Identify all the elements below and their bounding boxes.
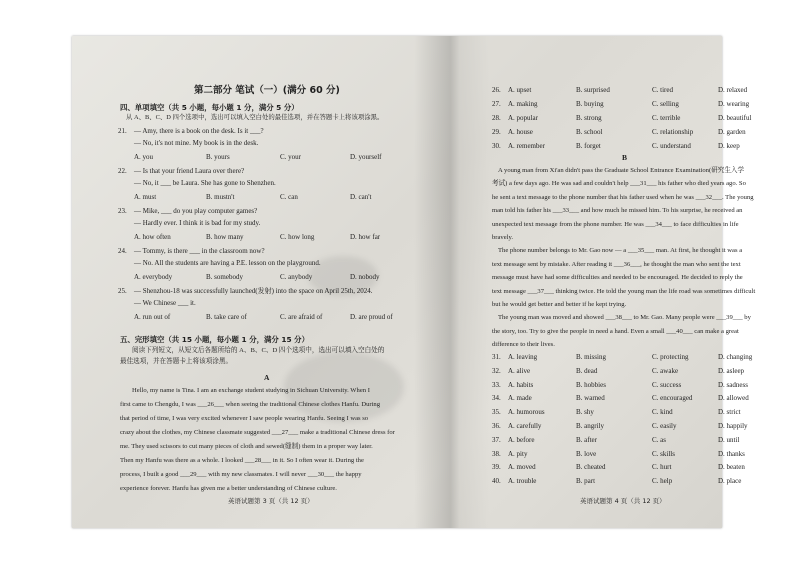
passage-line: The phone number belongs to Mr. Gao now — a ___35___ man. At first, he thought it was a xyxy=(498,247,743,255)
answer-option: D. how far xyxy=(350,233,381,241)
answer-option: A. how often xyxy=(134,233,171,241)
answer-option: D. thanks xyxy=(718,449,745,458)
question-number: 40. xyxy=(492,477,501,486)
answer-option: D. garden xyxy=(718,128,746,136)
passage-line: difference to their lives. xyxy=(492,341,555,349)
answer-option: C. tired xyxy=(652,86,673,94)
answer-option: B. part xyxy=(576,477,596,486)
question-number: 38. xyxy=(492,449,501,458)
answer-option: B. love xyxy=(576,449,597,458)
section-title: 第二部分 笔试（一）(满分 60 分) xyxy=(194,85,340,96)
passage-line: unexpected text message from the phone number. He was ___34___ to face difficulties in life xyxy=(492,220,739,228)
answer-option: D. asleep xyxy=(718,366,745,375)
answer-option: A. must xyxy=(134,193,157,201)
passage-line: man told his father his ___33___ and how much he missed him. To his surprise, he received an xyxy=(492,207,743,215)
answer-option: B. surprised xyxy=(576,86,610,94)
answer-option: D. yourself xyxy=(350,153,382,161)
answer-option: B. yours xyxy=(206,153,230,161)
answer-option: C. encouraged xyxy=(652,394,693,403)
question-number: 32. xyxy=(492,366,501,375)
passage-label: A xyxy=(264,373,270,382)
question-number: 25. xyxy=(118,287,127,295)
passage-line: Hello, my name is Tina. I am an exchange student studying in Sichuan University. When I xyxy=(132,387,370,394)
answer-option: B. buying xyxy=(576,100,604,108)
question-number: 30. xyxy=(492,142,501,150)
answer-option: C. protecting xyxy=(652,353,689,361)
question-number: 27. xyxy=(492,100,501,108)
answer-option: C. understand xyxy=(652,142,691,150)
answer-option: B. hobbies xyxy=(576,380,606,389)
answer-option: B. somebody xyxy=(206,273,243,281)
passage-line: experience forever. Hanfu has given me a better understanding of Chinese culture. xyxy=(120,485,337,492)
question-line: — Hardly ever. I think it is bad for my study. xyxy=(134,219,261,227)
passage-line: the story, too. Try to give the people in need a hand. Even a small ___40___ can make a great xyxy=(492,327,739,335)
answer-option: C. relationship xyxy=(652,128,694,136)
answer-option: C. as xyxy=(652,435,666,444)
passage-line: but he would get better and better if he kept trying. xyxy=(492,301,627,308)
passage-label: B xyxy=(622,153,628,162)
passage-line: 考试) a few days ago. He was sad and couldn't help ___31___ his father who died years ago. So xyxy=(492,180,746,188)
question-number: 21. xyxy=(118,127,127,135)
section-heading: 五、完形填空（共 15 小题，每小题 1 分，满分 15 分） xyxy=(120,335,309,344)
passage-line: crazy about the clothes, my Chinese classmate suggested ___27___ make a traditional Chinese dress for xyxy=(120,429,395,436)
answer-option: A. before xyxy=(508,435,535,444)
answer-option: B. dead xyxy=(576,366,598,375)
answer-option: A. upset xyxy=(508,86,532,94)
exam-paper-photo xyxy=(72,36,756,528)
answer-option: B. angrily xyxy=(576,422,604,430)
section-heading: 四、单项填空（共 5 小题，每小题 1 分，满分 5 分） xyxy=(120,103,299,112)
answer-option: D. relaxed xyxy=(718,86,748,94)
answer-option: B. after xyxy=(576,435,597,444)
answer-option: D. beautiful xyxy=(718,114,752,122)
question-number: 28. xyxy=(492,114,501,122)
question-number: 37. xyxy=(492,435,501,444)
answer-option: B. how many xyxy=(206,233,244,241)
answer-option: B. missing xyxy=(576,353,606,361)
question-line: — No, it's not mine. My book is in the desk. xyxy=(134,139,259,147)
passage-line: process, I built a good ___29___ with my new classmates. I will never ___30___ the happy xyxy=(120,471,362,478)
answer-option: D. place xyxy=(718,477,742,486)
paper-fold xyxy=(414,36,490,528)
question-number: 26. xyxy=(492,86,501,94)
answer-option: B. strong xyxy=(576,114,602,122)
question-line: — Shenzhou-18 was successfully launched(发射) into the space on April 25th, 2024. xyxy=(134,287,373,295)
answer-option: A. popular xyxy=(508,114,538,122)
answer-option: D. allowed xyxy=(718,394,749,403)
passage-line: me. They used scissors to cut many pieces of cloth and sewed(缝制) them in a proper way later. xyxy=(120,443,373,450)
section-instruction: 阅读下列短文，从短文后各题所给的 A、B、C、D 四个选项中，选出可以填入空白处的 xyxy=(132,347,385,354)
answer-option: B. cheated xyxy=(576,463,606,472)
answer-option: A. alive xyxy=(508,366,531,375)
answer-option: C. are afraid of xyxy=(280,313,323,321)
answer-option: C. anybody xyxy=(280,273,313,281)
question-number: 22. xyxy=(118,167,127,175)
passage-line: message must have had some difficulties and needed to be encouraged. He decided to reply the xyxy=(492,274,743,282)
answer-option: A. moved xyxy=(508,463,536,472)
section-instruction: 最佳选项，并在答题卡上将该项涂黑。 xyxy=(120,358,233,365)
answer-option: C. success xyxy=(652,380,682,389)
passage-line: that period of time, I was very excited whenever I saw people wearing Hanfu. Seeing I was so xyxy=(120,415,369,422)
answer-option: B. shy xyxy=(576,408,594,417)
answer-option: C. easily xyxy=(652,422,677,430)
passage-line: Then my Hanfu was there as a whole. I looked ___28___ in it. So I often wear it. During the xyxy=(120,457,364,464)
answer-option: C. your xyxy=(280,153,301,161)
question-line: — No, it ___ be Laura. She has gone to Shenzhen. xyxy=(134,179,276,187)
answer-option: C. help xyxy=(652,477,673,486)
answer-option: D. keep xyxy=(718,142,740,150)
passage-line: first came to Chengdu, I was ___26___ when seeing the traditional Chinese clothes Hanfu. During xyxy=(120,401,381,408)
answer-option: C. skills xyxy=(652,449,675,458)
answer-option: A. everybody xyxy=(134,273,173,281)
passage-line: text message sent by mistake. After reading it ___36___, he thought the man who sent the text xyxy=(492,260,741,268)
answer-option: A. making xyxy=(508,100,538,108)
question-number: 36. xyxy=(492,422,501,430)
passage-line: text message ___37___ thinking twice. He told the young man the life road was sometimes difficult xyxy=(492,287,756,295)
page-footer: 英语试题第 4 页（共 12 页） xyxy=(580,497,666,505)
question-line: — Amy, there is a book on the desk. Is it ___? xyxy=(134,127,264,135)
answer-option: A. made xyxy=(508,394,532,403)
passage-line: A young man from Xi'an didn't pass the Graduate School Entrance Examination(研究生入学 xyxy=(498,167,745,174)
answer-option: D. changing xyxy=(718,353,753,361)
answer-option: A. trouble xyxy=(508,477,537,486)
answer-option: A. house xyxy=(508,128,533,136)
question-number: 35. xyxy=(492,408,501,417)
question-number: 31. xyxy=(492,353,501,361)
answer-option: D. nobody xyxy=(350,273,380,281)
question-number: 29. xyxy=(492,128,501,136)
answer-option: D. wearing xyxy=(718,100,750,108)
answer-option: A. habits xyxy=(508,380,534,389)
question-number: 24. xyxy=(118,247,127,255)
answer-option: C. hurt xyxy=(652,463,672,472)
answer-option: B. mustn't xyxy=(206,193,235,201)
answer-option: A. humorous xyxy=(508,408,545,417)
question-number: 34. xyxy=(492,394,501,403)
answer-option: D. until xyxy=(718,435,740,444)
answer-option: A. leaving xyxy=(508,353,538,361)
answer-option: D. strict xyxy=(718,408,741,417)
answer-option: D. can't xyxy=(350,193,372,201)
question-line: — No. All the students are having a P.E. lesson on the playground. xyxy=(134,259,321,267)
answer-option: D. beaten xyxy=(718,463,745,472)
answer-option: B. take care of xyxy=(206,313,247,321)
answer-option: B. forget xyxy=(576,142,601,150)
question-number: 39. xyxy=(492,463,501,472)
answer-option: A. remember xyxy=(508,142,545,150)
answer-option: C. can xyxy=(280,193,298,201)
answer-option: C. terrible xyxy=(652,114,681,122)
passage-line: bravely. xyxy=(492,234,513,241)
question-line: — Mike, ___ do you play computer games? xyxy=(134,207,258,215)
section-instruction: 从 A、B、C、D 四个选项中，选出可以填入空白处的最佳选项，并在答题卡上将该项涂黑。 xyxy=(126,114,384,121)
answer-option: A. you xyxy=(134,153,154,161)
answer-option: D. sadness xyxy=(718,380,748,389)
answer-option: C. selling xyxy=(652,100,679,108)
answer-option: A. carefully xyxy=(508,422,542,430)
question-line: — Is that your friend Laura over there? xyxy=(134,167,245,175)
answer-option: A. pity xyxy=(508,449,528,458)
answer-option: B. school xyxy=(576,128,603,136)
question-number: 33. xyxy=(492,380,501,389)
page-footer: 英语试题第 3 页（共 12 页） xyxy=(228,497,314,505)
answer-option: B. warned xyxy=(576,394,605,403)
question-number: 23. xyxy=(118,207,127,215)
answer-option: C. kind xyxy=(652,408,673,417)
passage-line: he sent a text message to the phone number that his father used when he was ___32___. The young xyxy=(492,193,754,201)
answer-option: C. how long xyxy=(280,233,315,241)
question-line: — We Chinese ___ it. xyxy=(134,299,196,307)
question-line: — Tommy, is there ___ in the classroom now? xyxy=(134,247,265,255)
passage-line: The young man was moved and showed ___38___ to Mr. Gao. Many people were ___39___ by xyxy=(498,314,751,322)
answer-option: D. happily xyxy=(718,422,748,430)
answer-option: A. run out of xyxy=(134,313,171,321)
answer-option: C. awake xyxy=(652,366,679,375)
answer-option: D. are proud of xyxy=(350,313,393,321)
